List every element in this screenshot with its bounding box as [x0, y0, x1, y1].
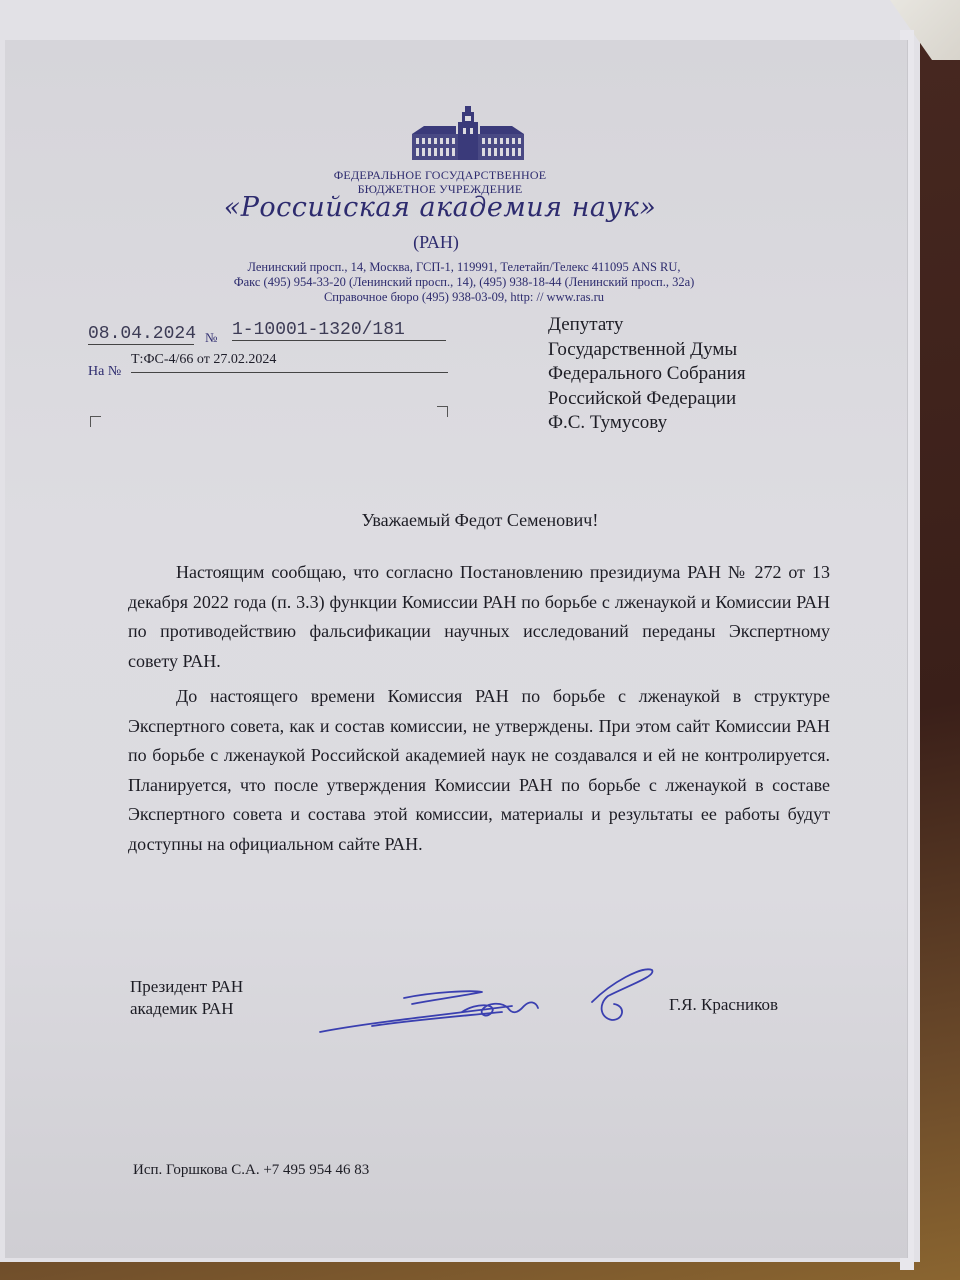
- addressee-line: Депутату: [548, 314, 624, 335]
- right-corner-mark: [437, 406, 448, 417]
- reply-label: На №: [88, 364, 122, 379]
- address-line-1: Ленинский просп., 14, Москва, ГСП-1, 119991, Телетайп/Телекс 411095 ANS RU,: [247, 260, 681, 274]
- letter-body: [128, 558, 830, 859]
- handwritten-signature-icon: [312, 962, 662, 1042]
- addressee-line: Российской Федерации: [548, 387, 737, 409]
- addressee-line: Государственной Думы: [548, 338, 738, 360]
- address-line-2: Факс (495) 954-33-20 (Ленинский просп., 14), (495) 938-18-44 (Ленинский просп., 32а): [233, 275, 695, 289]
- org-type-line-2: БЮДЖЕТНОЕ УЧРЕЖДЕНИЕ: [357, 182, 523, 196]
- body-paragraph: Настоящим сообщаю, что согласно Постановлению президиума РАН № 272 от 13 декабря 2022 года (п. 3.3) функции Комиссии РАН по борьбе с лженаукой и Комиссии РАН по противодействию фальсификации научных исследований переданы Экспертному совету РАН.: [128, 562, 830, 671]
- reply-underline: [131, 372, 448, 373]
- executor-contact: Исп. Горшкова С.А. +7 495 954 46 83: [133, 1162, 370, 1178]
- signer-title-line-2: академик РАН: [130, 999, 234, 1018]
- addressee-line: Федерального Собрания: [548, 363, 746, 384]
- signer-title: [130, 976, 243, 1020]
- body-paragraph: До настоящего времени Комиссия РАН по борьбе с лженаукой в структуре Экспертного совета, как и состав комиссии, не утверждены. При этом сайт Комиссии РАН по борьбе с лженаукой Российской академией наук не создавался и ей не контролируется. Планируется, что после утверждения Комиссии РАН по борьбе с лженаукой в составе Экспертного совета и состава этой комиссии, материалы и результаты ее работы будут доступны на официальном сайте РАН.: [128, 686, 830, 854]
- outgoing-number: 1-10001-1320/181: [232, 320, 446, 341]
- number-label: №: [205, 330, 218, 345]
- org-abbreviation: (РАН): [413, 232, 459, 252]
- reply-reference: Т:ФС-4/66 от 27.02.2024: [131, 352, 277, 367]
- addressee-line: Ф.С. Тумусову: [548, 412, 668, 433]
- salutation: Уважаемый Федот Семенович!: [361, 510, 599, 530]
- addressee-block: [548, 313, 746, 436]
- left-corner-mark: [90, 416, 101, 427]
- signer-title-line-1: Президент РАН: [130, 977, 244, 996]
- org-type-line-1: ФЕДЕРАЛЬНОЕ ГОСУДАРСТВЕННОЕ: [333, 168, 547, 182]
- academy-building-icon: [410, 106, 526, 162]
- address-line-3: Справочное бюро (495) 938-03-09, http: // www.ras.ru: [323, 290, 605, 304]
- signer-name: Г.Я. Красников: [669, 995, 779, 1014]
- outgoing-date: 08.04.2024: [88, 324, 197, 344]
- org-name: «Российская академия наук»: [223, 192, 657, 223]
